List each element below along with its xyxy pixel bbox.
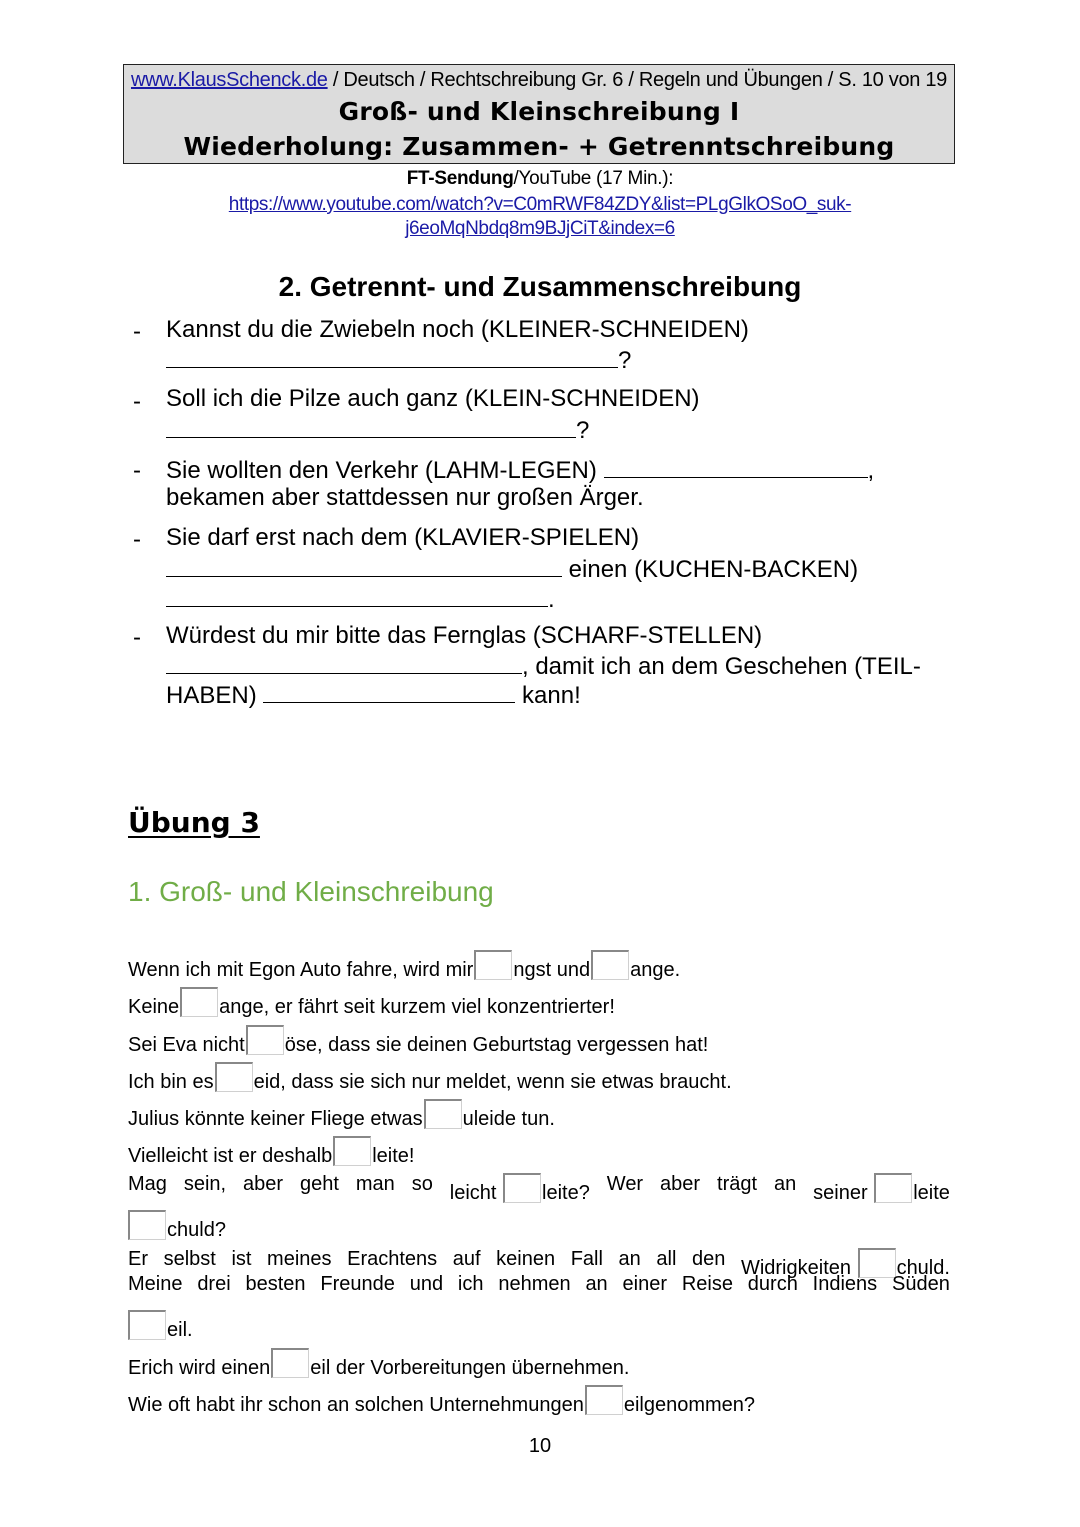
sentence-word: geht [300, 1173, 339, 1195]
sentence-word: Er [128, 1248, 148, 1270]
answer-blank[interactable] [263, 680, 515, 703]
sentence-4 [128, 1062, 732, 1094]
answer-blank[interactable] [166, 415, 576, 438]
sentence-word: ich [457, 1273, 484, 1295]
sentence-word: leite [913, 1182, 950, 1204]
header-box [123, 64, 955, 164]
sentence-word: all [656, 1248, 677, 1270]
header-path: / Deutsch / Rechtschreibung Gr. 6 / Regeln und Übungen / S. 10 von 19 [327, 69, 948, 91]
letter-box[interactable] [333, 1136, 371, 1166]
sentence-word: Wer [606, 1173, 644, 1195]
exercise-subtitle: 1. Groß- und Kleinschreibung [128, 876, 494, 907]
sentence-text: Erich wird einen [128, 1357, 271, 1379]
item-4-text: Sie darf erst nach dem (KLAVIER-SPIELEN) [166, 524, 640, 551]
sentence-text: Sei Eva nicht [128, 1034, 245, 1056]
item-5-text: Würdest du mir bitte das Fernglas (SCHARF-STELLEN) [166, 622, 763, 649]
sentence-word: Widrigkeiten [740, 1257, 851, 1279]
answer-blank[interactable] [166, 345, 618, 368]
answer-blank[interactable] [604, 455, 868, 478]
letter-box[interactable] [424, 1099, 462, 1129]
item-5-end: kann! [522, 682, 581, 709]
sentence-text: eil der Vorbereitungen übernehmen. [310, 1357, 630, 1379]
sentence-word: Mag [128, 1173, 167, 1195]
sentence-text: ngst und [513, 959, 591, 981]
sentence-word: Freunde [320, 1273, 395, 1295]
letter-box[interactable] [246, 1025, 284, 1055]
word-with-box [813, 1173, 950, 1205]
site-link[interactable]: www.KlausSchenck.de [130, 69, 328, 91]
sentence-word: leicht [449, 1182, 497, 1204]
item-2-answer [166, 415, 589, 445]
item-4-end: . [548, 586, 555, 613]
item-5-answer-2 [166, 680, 581, 710]
item-3-prompt: Sie wollten den Verkehr (LAHM-LEGEN) [166, 457, 597, 484]
sentence-6 [128, 1136, 414, 1168]
sentence-word: durch [747, 1273, 798, 1295]
sentence-word: keinen [496, 1248, 556, 1270]
letter-box[interactable] [180, 987, 218, 1017]
exercise-title: Übung 3 [128, 806, 260, 839]
sentence-text: eilgenommen? [623, 1394, 756, 1416]
item-3-comma: , [867, 457, 875, 484]
item-5-haben: HABEN) [166, 682, 257, 709]
item-3-text-2: bekamen aber stattdessen nur großen Ärger. [166, 484, 644, 511]
sentence-word: seiner [813, 1182, 868, 1204]
item-4-answer-2 [166, 584, 555, 614]
broadcast-info [0, 168, 1080, 190]
section-title: 2. Getrennt- und Zusammenschreibung [278, 271, 802, 302]
item-5-answer [166, 651, 921, 681]
sentence-word: Reise [681, 1273, 733, 1295]
sentence-word: Fall [570, 1248, 603, 1270]
letter-box[interactable] [215, 1062, 253, 1092]
sentence-word: ist [231, 1248, 252, 1270]
sentence-word: besten [245, 1273, 306, 1295]
sentence-word: den [691, 1248, 726, 1270]
sentence-word: Meine [128, 1273, 183, 1295]
sentence-word: selbst [163, 1248, 216, 1270]
item-1-end: ? [618, 347, 632, 374]
sentence-word: einer [622, 1273, 667, 1295]
header-title: Groß- und Kleinschreibung I [338, 97, 740, 126]
sentence-text: chuld? [167, 1219, 226, 1241]
sentence-text: Julius könnte keiner Fliege etwas [128, 1108, 423, 1130]
sentence-text: leite! [372, 1145, 415, 1167]
list-dash: - [133, 318, 141, 345]
sentence-5 [128, 1099, 555, 1131]
sentence-word: auf [452, 1248, 481, 1270]
letter-box[interactable] [128, 1210, 166, 1240]
item-5-middle: , damit ich an dem Geschehen (TEIL- [522, 653, 921, 680]
sentence-9-cont [128, 1310, 193, 1342]
youtube-link-line1[interactable]: https://www.youtube.com/watch?v=C0mRWF84ZDY&list=PLgGlkOSoO_suk- [228, 194, 852, 215]
sentence-text: uleide tun. [462, 1108, 555, 1130]
sentence-word: und [409, 1273, 444, 1295]
sentence-7 [128, 1173, 950, 1205]
sentence-text: eil. [167, 1319, 193, 1341]
broadcast-rest: /YouTube (17 Min.): [513, 168, 674, 189]
letter-box[interactable] [874, 1173, 912, 1203]
sentence-word: trägt [717, 1173, 758, 1195]
sentence-word: so [411, 1173, 433, 1195]
word-with-box [450, 1173, 590, 1205]
sentence-word: aber [243, 1173, 284, 1195]
sentence-word: sein, [183, 1173, 227, 1195]
list-dash: - [133, 526, 141, 553]
letter-box[interactable] [128, 1310, 166, 1340]
item-3-text [166, 455, 874, 485]
sentence-word: drei [197, 1273, 231, 1295]
header-source-line [124, 69, 954, 92]
sentence-9 [128, 1273, 950, 1296]
sentence-text: Wie oft habt ihr schon an solchen Unternehmungen [128, 1394, 584, 1416]
answer-blank[interactable] [166, 554, 562, 577]
sentence-1 [128, 950, 680, 982]
sentence-2 [128, 987, 615, 1019]
sentence-word: chuld. [896, 1257, 950, 1279]
sentence-word: man [355, 1173, 395, 1195]
letter-box[interactable] [271, 1348, 309, 1378]
item-4-middle: einen (KUCHEN-BACKEN) [568, 556, 859, 583]
sentence-10 [128, 1348, 629, 1380]
sentence-word: an [585, 1273, 608, 1295]
sentence-text: öse, dass sie deinen Geburtstag vergessen hat! [284, 1034, 709, 1056]
sentence-11 [128, 1385, 755, 1417]
header-subtitle: Wiederholung: Zusammen- + Getrenntschreibung [183, 132, 895, 161]
page-number: 10 [528, 1435, 552, 1457]
letter-box[interactable] [503, 1173, 541, 1203]
sentence-text: Ich bin es [128, 1071, 214, 1093]
list-dash: - [133, 624, 141, 651]
sentence-word: Süden [891, 1273, 950, 1295]
sentence-3 [128, 1025, 708, 1057]
sentence-word: meines [267, 1248, 332, 1270]
sentence-word: an [773, 1173, 797, 1195]
sentence-text: Vielleicht ist er deshalb [128, 1145, 333, 1167]
letter-box[interactable] [585, 1385, 623, 1415]
letter-box[interactable] [591, 950, 629, 980]
sentence-text: ange, er fährt seit kurzem viel konzentrierter! [219, 996, 615, 1018]
sentence-word: Indiens [812, 1273, 878, 1295]
letter-box[interactable] [474, 950, 512, 980]
item-1-answer [166, 345, 631, 375]
sentence-text: ange. [630, 959, 681, 981]
broadcast-label: FT-Sendung [406, 168, 514, 189]
youtube-link-line2[interactable]: j6eoMqNbdq8m9BJjCiT&index=6 [405, 218, 675, 239]
sentence-word: nehmen [498, 1273, 571, 1295]
sentence-7-cont [128, 1210, 226, 1242]
answer-blank[interactable] [166, 584, 548, 607]
sentence-word: Erachtens [347, 1248, 438, 1270]
list-dash: - [133, 457, 141, 484]
list-dash: - [133, 388, 141, 415]
sentence-text: Wenn ich mit Egon Auto fahre, wird mir [128, 959, 474, 981]
item-4-answer [166, 554, 858, 584]
sentence-word: an [618, 1248, 641, 1270]
answer-blank[interactable] [166, 651, 522, 674]
sentence-text: eid, dass sie sich nur meldet, wenn sie etwas braucht. [253, 1071, 732, 1093]
sentence-word: leite? [542, 1182, 590, 1204]
item-2-end: ? [576, 417, 590, 444]
item-1-text: Kannst du die Zwiebeln noch (KLEINER-SCHNEIDEN) [166, 316, 749, 343]
sentence-word: aber [660, 1173, 701, 1195]
item-2-text: Soll ich die Pilze auch ganz (KLEIN-SCHNEIDEN) [166, 385, 700, 412]
sentence-text: Keine [128, 996, 180, 1018]
